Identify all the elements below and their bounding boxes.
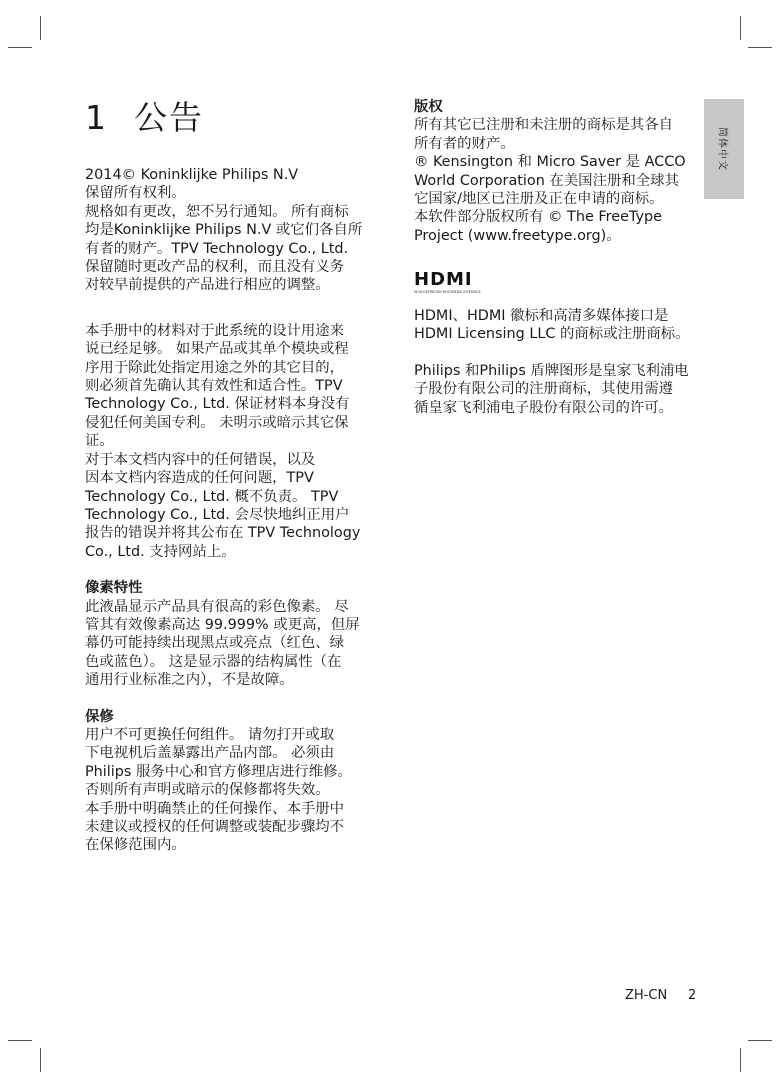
philips-paragraph (414, 362, 704, 417)
copyright-heading: 版权 (414, 99, 443, 115)
text-line: 此液晶显示产品具有很高的彩色像素。 尽 (85, 598, 349, 615)
text-line: Technology Co., Ltd. 概不负责。 TPV (85, 488, 339, 505)
hdmi-paragraph (414, 307, 704, 344)
crop-mark (40, 16, 41, 40)
text-line: 侵犯任何美国专利。 未明示或暗示其它保 (85, 414, 349, 431)
crop-mark (40, 1048, 41, 1072)
language-tab-label: 简体中文 (716, 127, 728, 171)
text-line: HDMI、HDMI 徽标和高清多媒体接口是 (414, 308, 669, 324)
language-side-tab (704, 99, 744, 199)
text-line: Technology Co., Ltd. 会尽快地纠正用户 (85, 506, 350, 523)
text-line: Philips 服务中心和官方修理店进行维修。 (85, 763, 352, 780)
text-line: 对于本文档内容中的任何错误，以及 (85, 451, 316, 468)
text-line: 通用行业标准之内），不是故障。 (85, 672, 294, 689)
text-line: 保留所有权利。 (85, 185, 186, 202)
text-line: 2014© Koninklijke Philips N.V (85, 167, 299, 183)
hdmi-logo-text: HDMI (414, 269, 473, 290)
material-paragraph (85, 322, 385, 561)
text-line: 子股份有限公司的注册商标，其使用需遵 (414, 381, 674, 398)
chapter-title-text: 公告 (134, 98, 204, 137)
left-column (85, 166, 385, 855)
text-line: 幕仍可能持续出现黑点或亮点（红色、绿 (85, 635, 345, 652)
text-line: 因本文档内容造成的任何问题，TPV (85, 470, 314, 487)
text-line: Technology Co., Ltd. 保证材料本身没有 (85, 396, 350, 413)
text-line: 本手册中明确禁止的任何操作、本手册中 (85, 800, 345, 817)
text-line: Philips 和Philips 盾牌图形是皇家飞利浦电 (414, 362, 689, 379)
text-line: 下电视机后盖暴露出产品内部。 必须由 (85, 745, 335, 762)
crop-mark (8, 1040, 32, 1041)
right-column-trademarks (414, 307, 704, 417)
page-number: 2 (688, 988, 697, 1003)
text-line: 未建议或授权的任何调整或装配步骤均不 (85, 819, 345, 835)
text-line: 则必须首先确认其有效性和适合性。TPV (85, 378, 343, 395)
text-line: World Corporation 在美国注册和全球其 (414, 172, 679, 189)
warranty-heading: 保修 (85, 708, 114, 725)
crop-mark (740, 1048, 741, 1072)
pixel-heading: 像素特性 (85, 580, 143, 597)
text-line: 所有者的财产。 (414, 135, 515, 152)
text-line: 所有其它已注册和未注册的商标是其各自 (414, 117, 674, 134)
footer-lang: ZH-CN (625, 988, 668, 1003)
text-line: 说已经足够。 如果产品或其单个模块或程 (85, 341, 349, 358)
text-line: HDMI Licensing LLC 的商标或注册商标。 (414, 326, 690, 343)
crop-mark (740, 16, 741, 40)
text-line: 用户不可更换任何组件。 请勿打开或取 (85, 726, 335, 743)
text-line: 它国家/地区已注册及正在申请的商标。 (414, 191, 664, 208)
text-line: 在保修范围内。 (85, 837, 186, 854)
text-line: 规格如有更改，恕不另行通知。 所有商标 (85, 203, 349, 220)
chapter-title (85, 92, 204, 139)
text-line: 色或蓝色）。 这是显示器的结构属性（在 (85, 653, 342, 670)
text-line: 保留随时更改产品的权利，而且没有义务 (85, 259, 345, 276)
text-line: Co., Ltd. 支持网站上。 (85, 543, 236, 560)
warranty-paragraph (85, 726, 385, 855)
right-column-copyright (414, 98, 704, 245)
text-line: Project (www.freetype.org)。 (414, 227, 621, 244)
chapter-number: 1 (85, 98, 108, 137)
text-line: 本手册中的材料对于此系统的设计用途来 (85, 322, 345, 339)
crop-mark (748, 47, 772, 48)
hdmi-logo (414, 269, 502, 295)
text-line: 管其有效像素高达 99.999% 或更高，但屏 (85, 616, 360, 633)
text-line: 证。 (85, 433, 114, 450)
crop-mark (8, 47, 32, 48)
text-line: 循皇家飞利浦电子股份有限公司的许可。 (414, 399, 674, 416)
text-line: 有者的财产。TPV Technology Co., Ltd. (85, 240, 349, 257)
text-line: ® Kensington 和 Micro Saver 是 ACCO (414, 154, 686, 171)
text-line: 本软件部分版权所有 © The FreeType (414, 209, 662, 226)
pixel-paragraph (85, 598, 385, 690)
hdmi-logo-tagline: HIGH-DEFINITION MULTIMEDIA INTERFACE (414, 290, 481, 294)
text-line: 否则所有声明或暗示的保修都将失效。 (85, 782, 330, 799)
text-line: 均是Koninklijke Philips N.V 或它们各自所 (85, 222, 363, 239)
text-line: 对较早前提供的产品进行相应的调整。 (85, 277, 330, 294)
text-line: 报告的错误并将其公布在 TPV Technology (85, 525, 361, 542)
crop-mark (748, 1040, 772, 1041)
copyright-notice (85, 166, 385, 295)
text-line: 序用于除此处指定用途之外的其它目的， (85, 359, 345, 376)
